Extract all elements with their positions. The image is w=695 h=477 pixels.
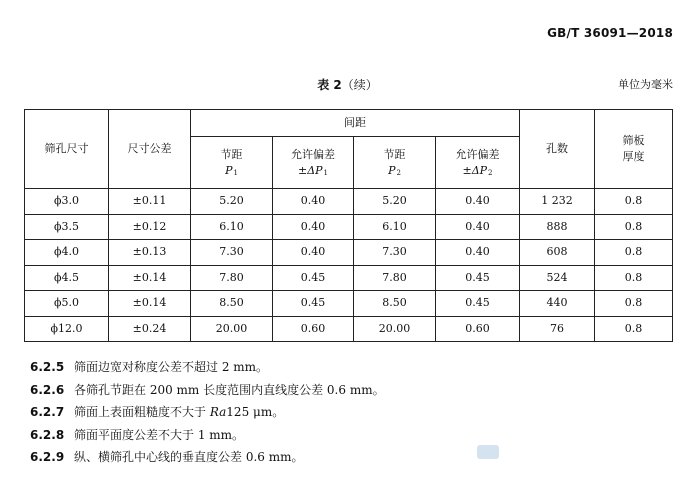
table-caption-label: 表 2 [317, 78, 342, 92]
cell-pitch-p2: 7.30 [354, 240, 436, 266]
cell-plate-thickness: 0.8 [595, 240, 673, 266]
cell-deviation-p1: 0.40 [273, 189, 354, 215]
unit-note: 单位为毫米 [618, 78, 673, 91]
clause-number: 6.2.7 [30, 405, 65, 419]
roughness-symbol: Ra [209, 405, 227, 419]
header-pitch-label: 节距 [383, 147, 406, 161]
clause-6-2-9 [30, 448, 385, 471]
clause-text: 各筛孔节距在 200 mm 长度范围内直线度公差 0.6 mm。 [74, 382, 385, 397]
cell-deviation-p2: 0.45 [436, 291, 520, 317]
cell-pitch-p2: 7.80 [354, 265, 436, 291]
cell-hole-count: 76 [520, 316, 595, 342]
cell-hole-size: ϕ3.0 [25, 189, 109, 215]
header-deviation-p1 [273, 137, 354, 189]
cell-deviation-p1: 0.40 [273, 214, 354, 240]
clause-6-2-8 [30, 426, 385, 449]
cell-hole-count: 524 [520, 265, 595, 291]
cell-pitch-p2: 6.10 [354, 214, 436, 240]
clause-6-2-7 [30, 403, 385, 426]
cell-plate-thickness: 0.8 [595, 316, 673, 342]
header-p1-symbol: P1 [225, 163, 238, 177]
cell-plate-thickness: 0.8 [595, 265, 673, 291]
header-p2-symbol: P2 [388, 163, 401, 177]
cell-deviation-p2: 0.40 [436, 240, 520, 266]
watermark-logo [477, 445, 499, 459]
cell-plate-thickness: 0.8 [595, 291, 673, 317]
cell-deviation-p1: 0.60 [273, 316, 354, 342]
header-deviation-label: 允许偏差 [455, 147, 500, 161]
cell-deviation-p2: 0.40 [436, 189, 520, 215]
header-pitch-p2 [354, 137, 436, 189]
cell-hole-size: ϕ12.0 [25, 316, 109, 342]
cell-hole-size: ϕ4.0 [25, 240, 109, 266]
standard-number: GB/T 36091—2018 [547, 26, 673, 40]
header-dp1-symbol: ±ΔP1 [297, 163, 329, 177]
header-hole-count: 孔数 [520, 110, 595, 189]
header-pitch-p1 [191, 137, 273, 189]
cell-hole-size: ϕ3.5 [25, 214, 109, 240]
cell-deviation-p1: 0.40 [273, 240, 354, 266]
cell-deviation-p2: 0.60 [436, 316, 520, 342]
clause-text-tail: 125 μm。 [226, 405, 285, 419]
cell-pitch-p1: 6.10 [191, 214, 273, 240]
cell-deviation-p2: 0.40 [436, 214, 520, 240]
cell-size-tolerance: ±0.12 [109, 214, 191, 240]
cell-plate-thickness: 0.8 [595, 189, 673, 215]
cell-hole-size: ϕ5.0 [25, 291, 109, 317]
cell-plate-thickness: 0.8 [595, 214, 673, 240]
clause-number: 6.2.8 [30, 427, 65, 442]
header-plate-thickness-line2: 厚度 [622, 150, 645, 163]
clause-list [30, 358, 385, 471]
cell-pitch-p1: 7.80 [191, 265, 273, 291]
header-plate-thickness-line1: 筛板 [622, 134, 645, 148]
table-row [25, 189, 673, 215]
cell-deviation-p1: 0.45 [273, 291, 354, 317]
header-deviation-p2 [436, 137, 520, 189]
cell-size-tolerance: ±0.24 [109, 316, 191, 342]
header-hole-size: 筛孔尺寸 [25, 110, 109, 189]
cell-pitch-p1: 5.20 [191, 189, 273, 215]
cell-pitch-p2: 20.00 [354, 316, 436, 342]
cell-pitch-p1: 8.50 [191, 291, 273, 317]
clause-text: 纵、横筛孔中心线的垂直度公差 0.6 mm。 [74, 450, 304, 464]
header-dp2-symbol: ±ΔP2 [462, 163, 493, 177]
table-row [25, 265, 673, 291]
clause-text: 筛面平面度公差不大于 1 mm。 [74, 427, 245, 442]
cell-size-tolerance: ±0.14 [109, 265, 191, 291]
table-caption-row [0, 76, 695, 94]
header-size-tolerance: 尺寸公差 [109, 110, 191, 189]
cell-pitch-p1: 7.30 [191, 240, 273, 266]
cell-pitch-p2: 8.50 [354, 291, 436, 317]
clause-6-2-5 [30, 358, 385, 381]
clause-number: 6.2.6 [30, 382, 65, 397]
header-row [25, 110, 673, 137]
cell-hole-count: 888 [520, 214, 595, 240]
cell-size-tolerance: ±0.13 [109, 240, 191, 266]
table-caption-continued: （续） [341, 78, 378, 92]
cell-size-tolerance: ±0.14 [109, 291, 191, 317]
clause-6-2-6 [30, 381, 385, 404]
clause-text: 筛面上表面粗糙度不大于 [74, 405, 210, 419]
cell-hole-size: ϕ4.5 [25, 265, 109, 291]
cell-deviation-p2: 0.45 [436, 265, 520, 291]
cell-size-tolerance: ±0.11 [109, 189, 191, 215]
cell-hole-count: 1 232 [520, 189, 595, 215]
cell-pitch-p1: 20.00 [191, 316, 273, 342]
clause-number: 6.2.5 [30, 360, 65, 374]
table-caption [0, 76, 695, 93]
table-row [25, 291, 673, 317]
header-pitch-label: 节距 [220, 147, 243, 161]
cell-pitch-p2: 5.20 [354, 189, 436, 215]
cell-deviation-p1: 0.45 [273, 265, 354, 291]
cell-hole-count: 440 [520, 291, 595, 317]
spec-table [24, 109, 673, 342]
header-plate-thickness [595, 110, 673, 189]
header-spacing-group: 间距 [191, 110, 520, 137]
clause-number: 6.2.9 [30, 450, 65, 464]
table-row [25, 240, 673, 266]
table-row [25, 316, 673, 342]
header-deviation-label: 允许偏差 [291, 147, 335, 161]
table-row [25, 214, 673, 240]
clause-text: 筛面边宽对称度公差不超过 2 mm。 [74, 360, 269, 374]
cell-hole-count: 608 [520, 240, 595, 266]
